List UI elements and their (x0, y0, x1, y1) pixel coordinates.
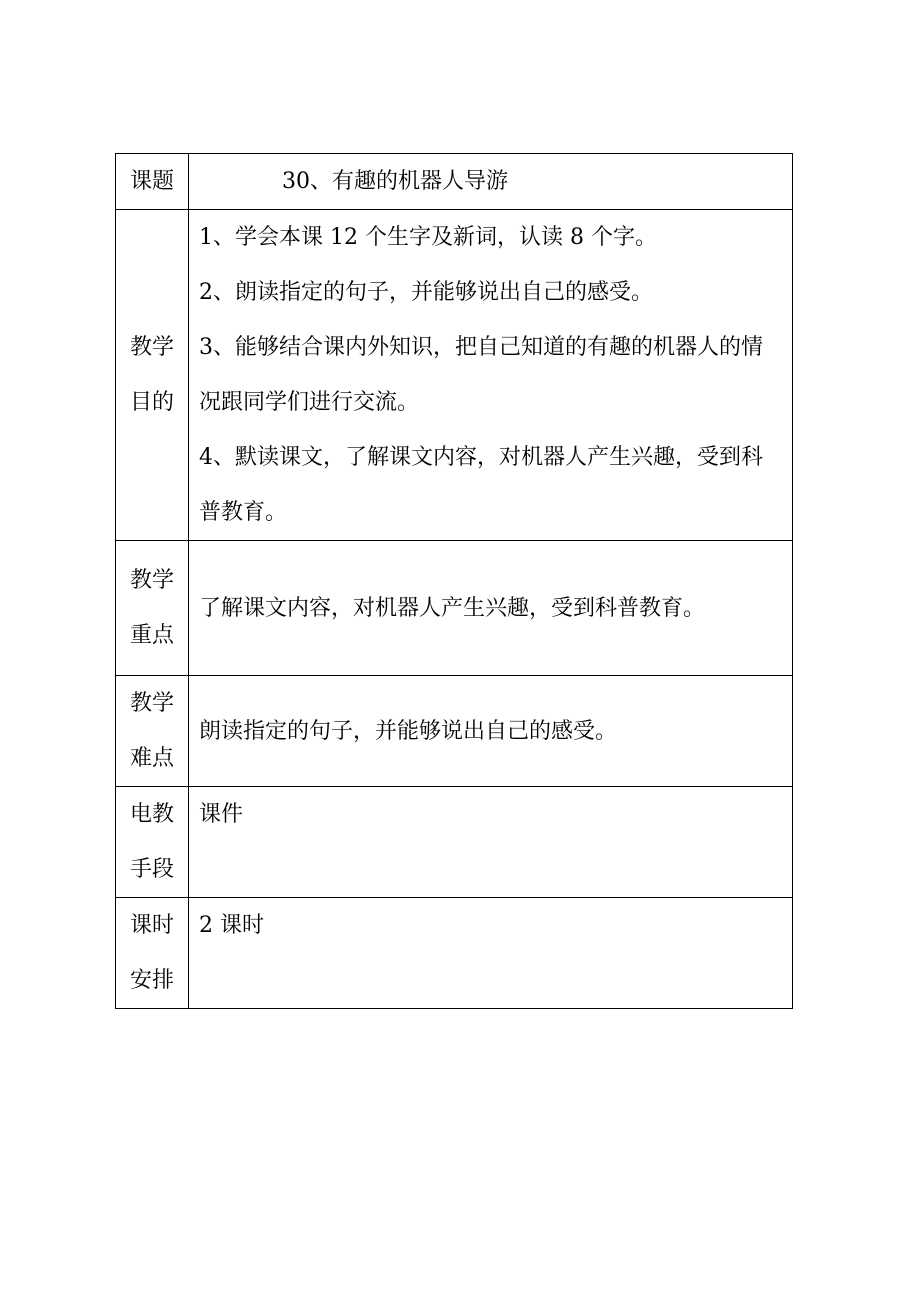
period-value-cell (189, 898, 793, 1009)
title-label: 课题 (129, 169, 174, 194)
title-value-cell (189, 154, 793, 210)
focus-value-cell (189, 541, 793, 676)
goals-value-cell (189, 210, 793, 541)
title-row (116, 154, 793, 210)
goal-item: 2、朗读指定的句子，并能够说出自己的感受。 (199, 280, 653, 305)
goals-label-cell (116, 210, 189, 541)
period-label-cell (116, 898, 189, 1009)
focus-label: 教学重点 (129, 568, 174, 648)
goal-item: 4、默读课文，了解课文内容，对机器人产生兴趣，受到科普教育。 (199, 445, 763, 525)
focus-label-cell (116, 541, 189, 676)
media-label-cell (116, 787, 189, 898)
title-label-cell (116, 154, 189, 210)
lesson-plan-table (115, 153, 793, 1009)
difficulty-row (116, 676, 793, 787)
media-value-cell (189, 787, 793, 898)
goal-item: 1、学会本课 12 个生字及新词，认读 8 个字。 (199, 225, 657, 250)
lesson-title: 30、有趣的机器人导游 (282, 169, 508, 194)
media-label: 电教手段 (129, 802, 174, 882)
difficulty-value: 朗读指定的句子，并能够说出自己的感受。 (199, 718, 618, 744)
goals-label: 教学目的 (129, 335, 174, 415)
period-label: 课时安排 (129, 913, 174, 993)
media-value: 课件 (199, 802, 244, 827)
period-row (116, 898, 793, 1009)
media-row (116, 787, 793, 898)
focus-row (116, 541, 793, 676)
period-value: 2 课时 (199, 913, 264, 938)
difficulty-value-cell (189, 676, 793, 787)
goal-item: 3、能够结合课内外知识，把自己知道的有趣的机器人的情况跟同学们进行交流。 (199, 335, 763, 415)
difficulty-label-cell (116, 676, 189, 787)
goals-row (116, 210, 793, 541)
difficulty-label: 教学难点 (129, 691, 174, 771)
focus-value: 了解课文内容，对机器人产生兴趣，受到科普教育。 (199, 595, 706, 621)
